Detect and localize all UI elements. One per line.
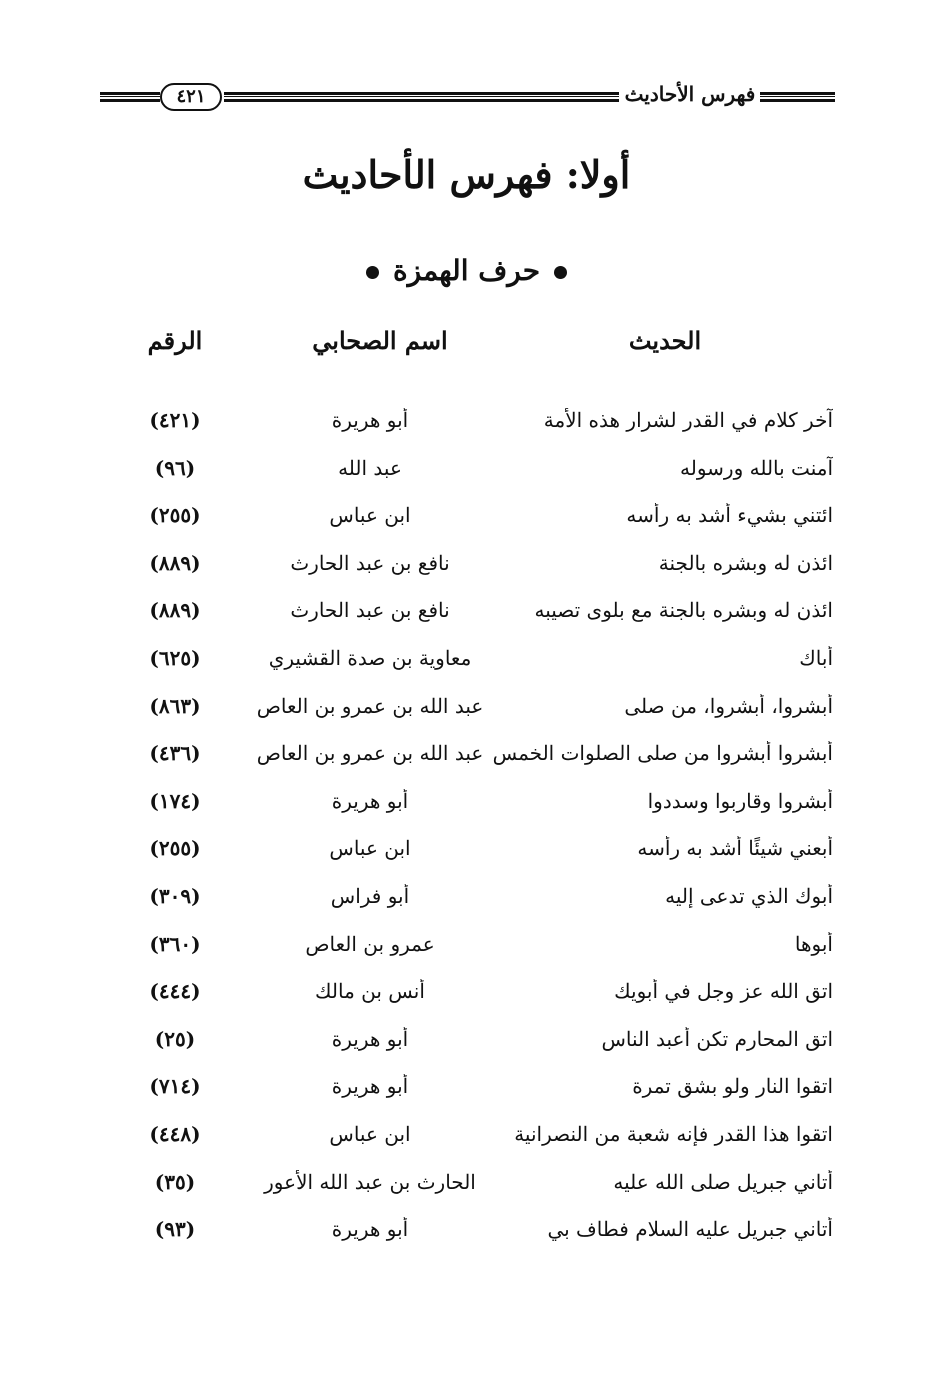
number-cell: (٩٣) <box>154 1217 196 1242</box>
page-header <box>100 80 835 116</box>
hadith-cell: اتق الله عز وجل في أبويك <box>614 979 833 1004</box>
sahabi-cell: أبو هريرة <box>331 1074 409 1099</box>
sahabi-cell: ابن عباس <box>329 503 411 528</box>
hadith-index-table <box>0 402 933 1259</box>
hadith-cell: ائتني بشيء أشد به رأسه <box>626 503 833 528</box>
number-cell: (٤٤٨) <box>149 1121 201 1146</box>
table-row <box>0 735 933 783</box>
table-row <box>0 830 933 878</box>
hadith-cell: ائذن له وبشره بالجنة مع بلوى تصيبه <box>534 598 833 623</box>
number-cell: (٢٥) <box>154 1026 196 1051</box>
table-row <box>0 1068 933 1116</box>
number-cell: (٣٠٩) <box>149 883 201 908</box>
table-row <box>0 1164 933 1212</box>
sahabi-cell: ابن عباس <box>329 1121 411 1146</box>
table-row <box>0 1116 933 1164</box>
section-heading <box>0 254 933 287</box>
sahabi-cell: أبو فراس <box>330 883 410 908</box>
table-row <box>0 402 933 450</box>
number-cell: (٨٨٩) <box>149 550 201 575</box>
hadith-cell: أتاني جبريل صلى الله عليه <box>613 1169 833 1194</box>
hadith-cell: اتقوا هذا القدر فإنه شعبة من النصرانية <box>514 1121 833 1146</box>
hadith-cell: أبوك الذي تدعى إليه <box>665 883 833 908</box>
number-cell: (٨٨٩) <box>149 598 201 623</box>
page-number: ٤٢١ <box>160 83 222 111</box>
hadith-cell: اتقوا النار ولو بشق تمرة <box>632 1074 833 1099</box>
sahabi-cell: عبد الله بن عمرو بن العاص <box>256 741 484 766</box>
hadith-cell: أتاني جبريل عليه السلام فطاف بي <box>547 1217 833 1242</box>
number-cell: (٣٦٠) <box>149 931 201 956</box>
sahabi-cell: عبد الله <box>338 455 402 480</box>
number-cell: (١٧٤) <box>149 788 201 813</box>
sahabi-cell: أنس بن مالك <box>315 979 425 1004</box>
hadith-cell: آمنت بالله ورسوله <box>680 455 833 480</box>
sahabi-cell: عبد الله بن عمرو بن العاص <box>256 693 484 718</box>
hadith-cell: أبشروا أبشروا من صلى الصلوات الخمس <box>493 741 833 766</box>
table-row <box>0 592 933 640</box>
sahabi-cell: الحارث بن عبد الله الأعور <box>264 1169 476 1194</box>
column-headers <box>0 326 933 362</box>
table-row <box>0 1021 933 1069</box>
table-row <box>0 1211 933 1259</box>
sahabi-cell: نافع بن عبد الحارث <box>290 550 450 575</box>
table-row <box>0 878 933 926</box>
column-header-number: الرقم <box>147 326 203 355</box>
hadith-cell: ائذن له وبشره بالجنة <box>658 550 833 575</box>
sahabi-cell: أبو هريرة <box>331 1217 409 1242</box>
hadith-cell: اتق المحارم تكن أعبد الناس <box>601 1026 833 1051</box>
sahabi-cell: أبو هريرة <box>331 788 409 813</box>
sahabi-cell: نافع بن عبد الحارث <box>290 598 450 623</box>
sahabi-cell: أبو هريرة <box>331 408 409 432</box>
table-row <box>0 450 933 498</box>
number-cell: (٨٦٣) <box>149 693 201 718</box>
header-rule-middle <box>224 92 619 102</box>
hadith-cell: أبشروا وقاربوا وسددوا <box>647 788 833 813</box>
hadith-cell: أبشروا، أبشروا، من صلى <box>624 693 833 718</box>
running-title: فهرس الأحاديث <box>624 82 756 106</box>
number-cell: (٤٣٦) <box>149 741 201 766</box>
sahabi-cell: معاوية بن صدة القشيري <box>268 645 472 670</box>
number-cell: (٦٢٥) <box>149 645 201 670</box>
hadith-cell: أبوها <box>794 931 833 956</box>
number-cell: (٣٥) <box>154 1169 196 1194</box>
column-header-hadith: الحديث <box>628 326 702 355</box>
hadith-cell: آخر كلام في القدر لشرار هذه الأمة <box>543 408 833 432</box>
header-rule-left <box>100 92 160 102</box>
bullet-icon <box>366 266 379 279</box>
table-row <box>0 640 933 688</box>
table-row <box>0 783 933 831</box>
table-row <box>0 545 933 593</box>
section-title: حرف الهمزة <box>392 254 541 287</box>
number-cell: (٧١٤) <box>149 1074 201 1099</box>
number-cell: (٤٢١) <box>149 408 201 432</box>
sahabi-cell: عمرو بن العاص <box>305 931 435 956</box>
number-cell: (٢٥٥) <box>149 836 201 861</box>
main-title: أولا: فهرس الأحاديث <box>302 152 631 197</box>
header-rule-right <box>760 92 835 102</box>
table-row <box>0 926 933 974</box>
number-cell: (٢٥٥) <box>149 503 201 528</box>
table-row <box>0 688 933 736</box>
number-cell: (٩٦) <box>154 455 196 480</box>
sahabi-cell: أبو هريرة <box>331 1026 409 1051</box>
sahabi-cell: ابن عباس <box>329 836 411 861</box>
bullet-icon <box>554 266 567 279</box>
hadith-cell: أبعني شيئًا أشد به رأسه <box>637 836 833 861</box>
table-row <box>0 497 933 545</box>
column-header-sahabi: اسم الصحابي <box>312 326 448 355</box>
table-row <box>0 973 933 1021</box>
hadith-cell: أباك <box>799 645 833 670</box>
number-cell: (٤٤٤) <box>149 979 201 1004</box>
